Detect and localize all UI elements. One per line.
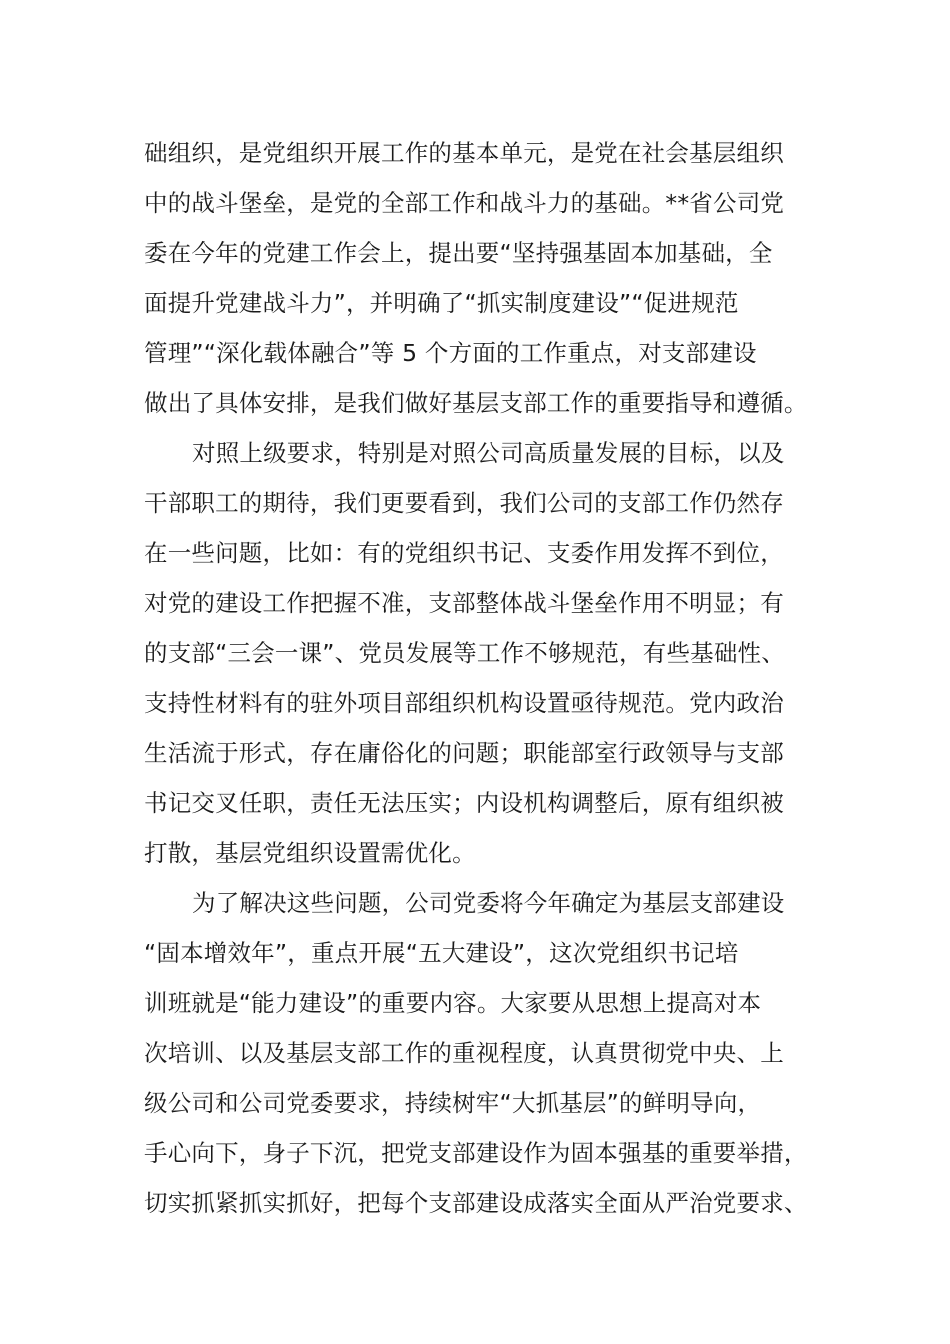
- paragraph-3-line-6: 手心向下，身子下沉，把党支部建设作为固本强基的重要举措，: [144, 1139, 808, 1167]
- paragraph-2-line-6: 支持性材料有的驻外项目部组织机构设置亟待规范。党内政治: [144, 689, 784, 717]
- paragraph-1-line-6: 做出了具体安排，是我们做好基层支部工作的重要指导和遵循。: [144, 389, 808, 417]
- paragraph-2-line-2: 干部职工的期待，我们更要看到，我们公司的支部工作仍然存: [144, 489, 784, 517]
- paragraph-1-line-1: 础组织，是党组织开展工作的基本单元，是党在社会基层组织: [144, 139, 784, 167]
- paragraph-3-line-2: “固本增效年”，重点开展“五大建设”，这次党组织书记培: [144, 939, 739, 967]
- paragraph-2-line-5: 的支部“三会一课”、党员发展等工作不够规范，有些基础性、: [144, 639, 785, 667]
- paragraph-3-line-4: 次培训、以及基层支部工作的重视程度，认真贯彻党中央、上: [144, 1039, 784, 1067]
- paragraph-1-line-3: 委在今年的党建工作会上，提出要“坚持强基固本加基础，全: [144, 239, 773, 267]
- paragraph-1-line-2: 中的战斗堡垒，是党的全部工作和战斗力的基础。**省公司党: [144, 189, 785, 217]
- paragraph-1-line-4: 面提升党建战斗力”，并明确了“抓实制度建设”“促进规范: [144, 289, 739, 317]
- paragraph-2-line-3: 在一些问题，比如：有的党组织书记、支委作用发挥不到位，: [144, 539, 784, 567]
- paragraph-2-line-4: 对党的建设工作把握不准，支部整体战斗堡垒作用不明显；有: [144, 589, 784, 617]
- body-text: [144, 128, 834, 1228]
- paragraph-2-line-8: 书记交叉任职，责任无法压实；内设机构调整后，原有组织被: [144, 789, 784, 817]
- paragraph-1-line-5: 管理”“深化载体融合”等 5 个方面的工作重点，对支部建设: [144, 339, 757, 367]
- paragraph-3-line-1: 为了解决这些问题，公司党委将今年确定为基层支部建设: [192, 889, 785, 917]
- paragraph-2-line-7: 生活流于形式，存在庸俗化的问题；职能部室行政领导与支部: [144, 739, 784, 767]
- paragraph-3-line-3: 训班就是“能力建设”的重要内容。大家要从思想上提高对本: [144, 989, 762, 1017]
- paragraph-3-line-7: 切实抓紧抓实抓好，把每个支部建设成落实全面从严治党要求、: [144, 1189, 808, 1217]
- paragraph-2-line-1: 对照上级要求，特别是对照公司高质量发展的目标，以及: [192, 439, 785, 467]
- paragraph-2-line-9: 打散，基层党组织设置需优化。: [144, 839, 476, 867]
- paragraph-3-line-5: 级公司和公司党委要求，持续树牢“大抓基层”的鲜明导向，: [144, 1089, 762, 1117]
